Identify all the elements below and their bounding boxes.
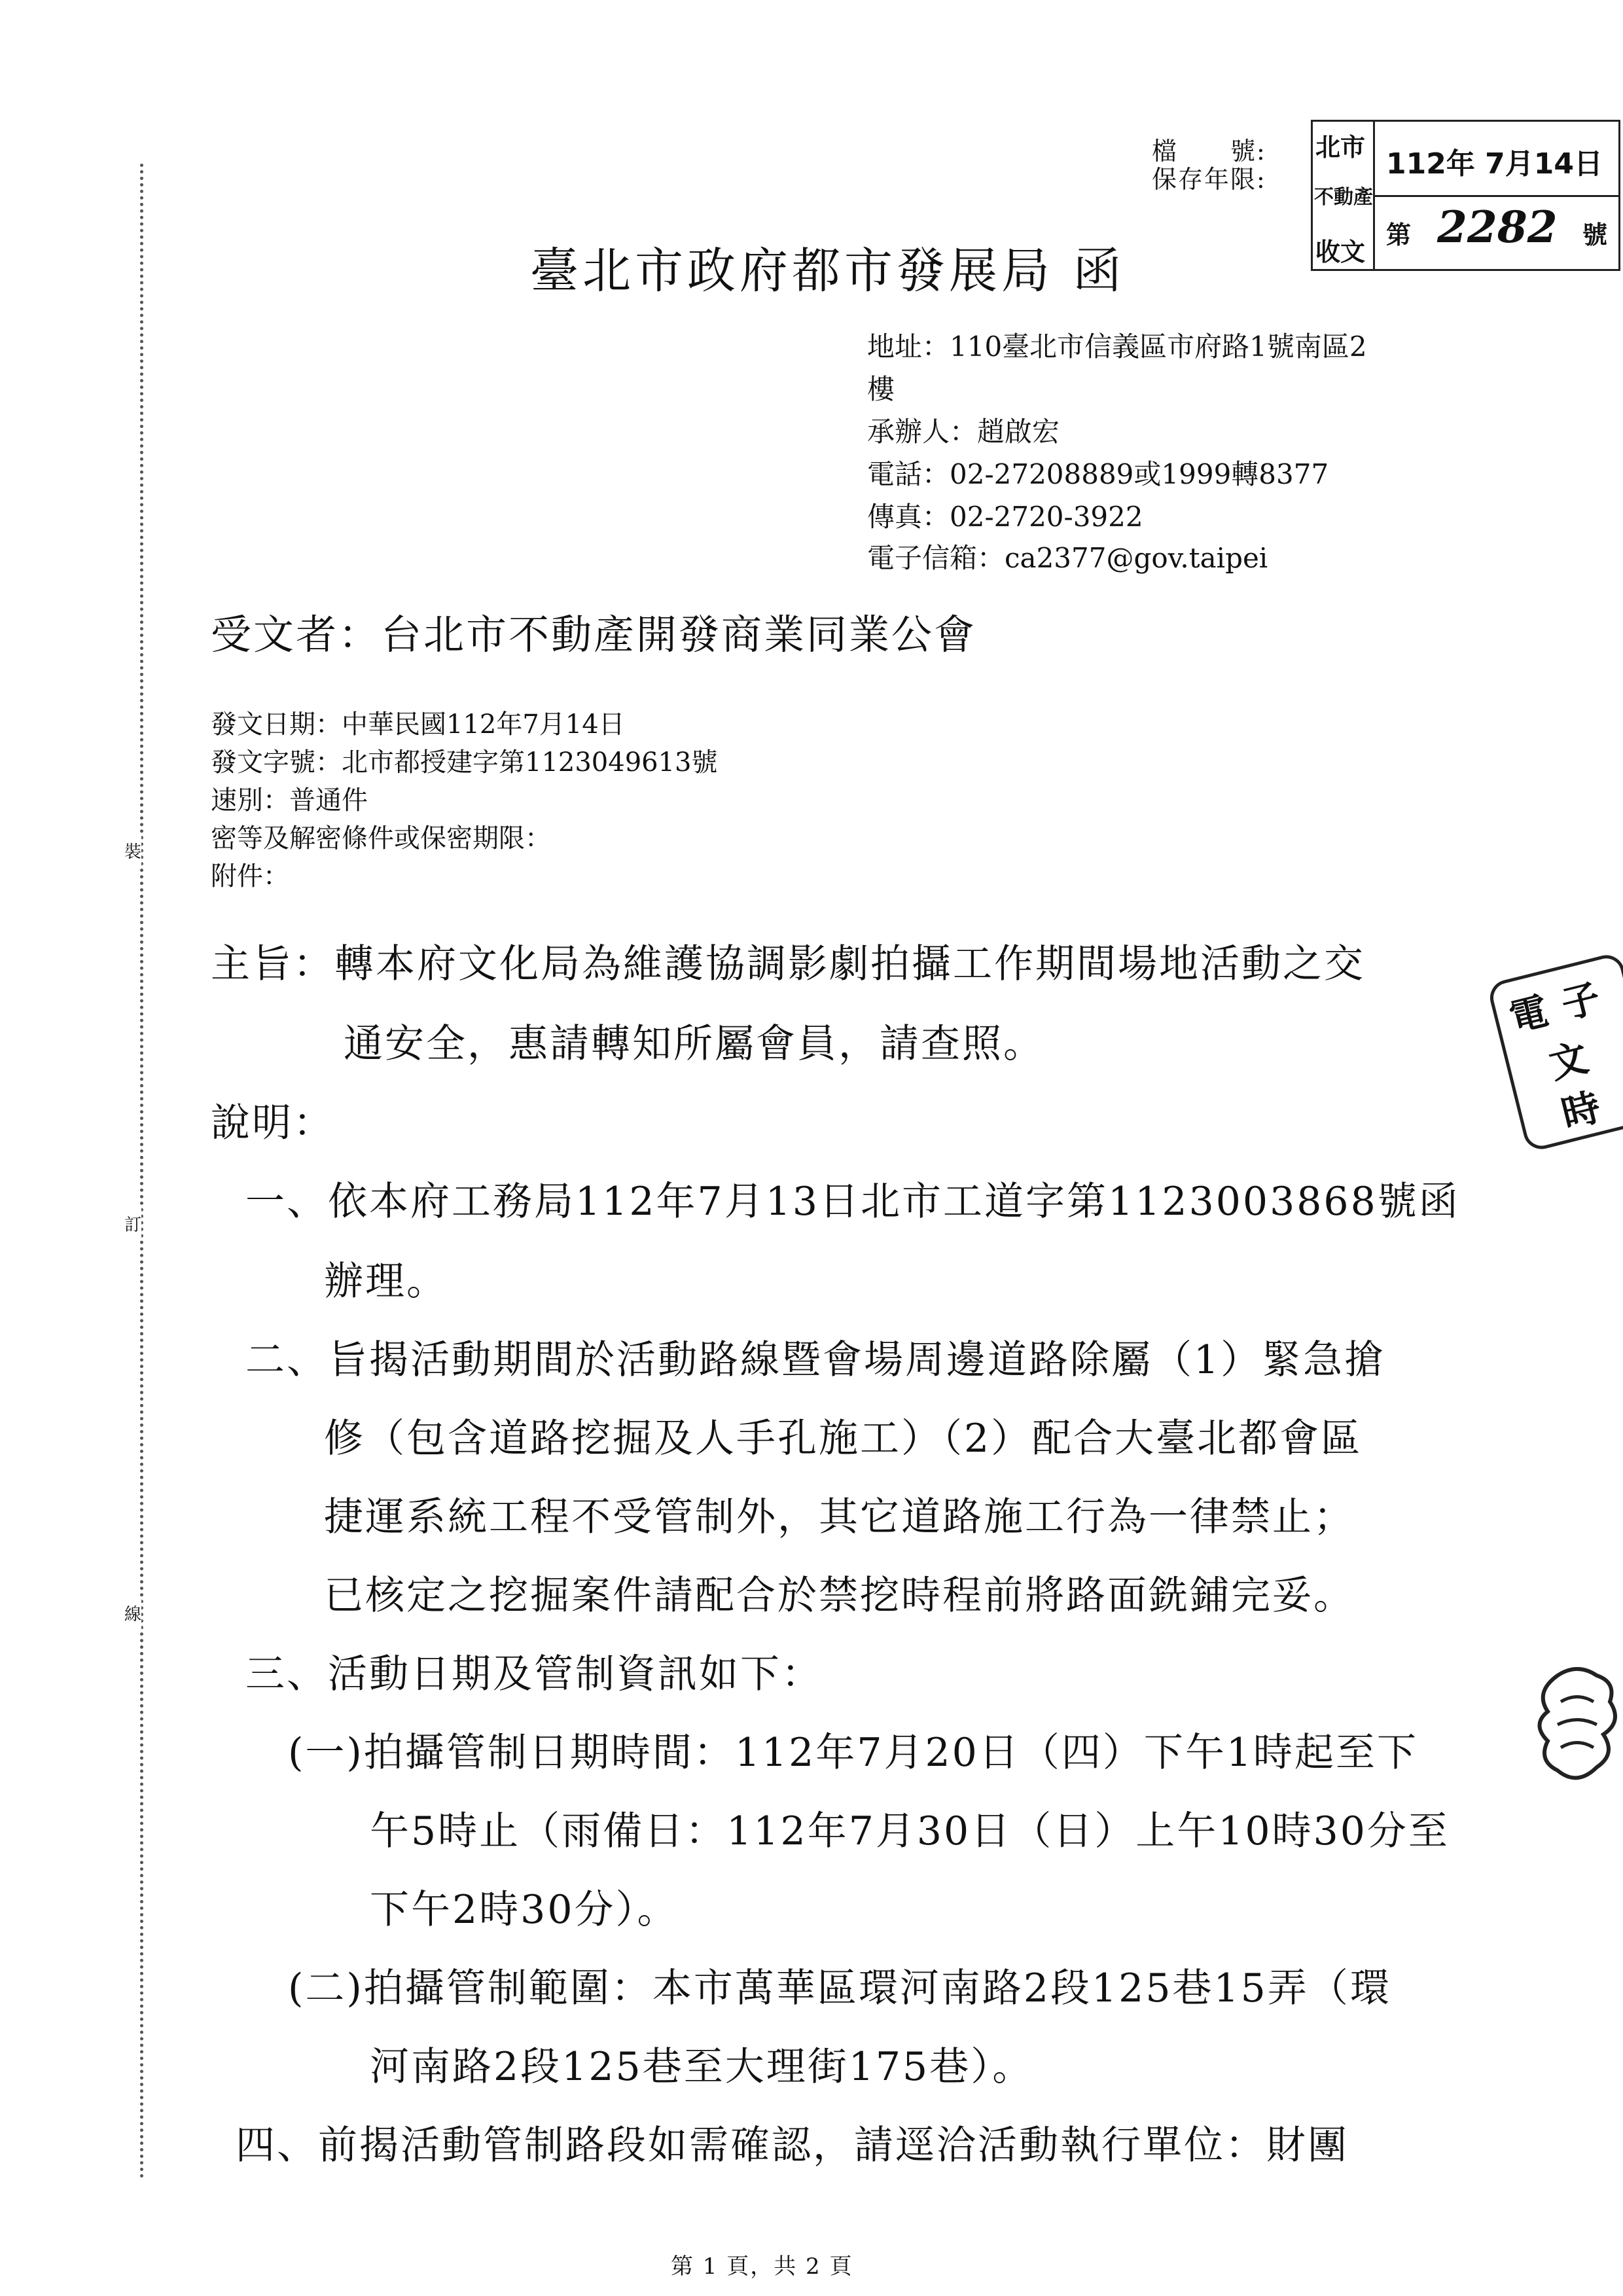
handler: 承辦人：趙啟宏 — [867, 416, 1060, 448]
file-number-label: 檔 號: — [1152, 137, 1266, 166]
sub-item-1-line-2: 午5時止（雨備日：112年7月30日（日）上午10時30分至 — [370, 1808, 1450, 1854]
sub-item-2-line-1: (二)拍攝管制範圍：本市萬華區環河南路2段125巷15弄（環 — [288, 1965, 1391, 2011]
stamp-date: 112年 7月14日 — [1386, 147, 1603, 181]
document-number: 發文字號：北市都授建字第1123049613號 — [211, 747, 718, 778]
stamp-divider-horizontal — [1373, 195, 1618, 197]
item-2-line-1: 二、旨揭活動期間於活動路線暨會場周邊道路除屬（1）緊急搶 — [245, 1337, 1386, 1383]
item-2-line-3: 捷運系統工程不受管制外，其它道路施工行為一律禁止； — [324, 1494, 1355, 1540]
item-2-line-4: 已核定之挖掘案件請配合於禁挖時程前將路面銑鋪完妥。 — [324, 1573, 1355, 1619]
issue-date: 發文日期：中華民國112年7月14日 — [211, 709, 625, 740]
retention-period-label: 保存年限: — [1152, 165, 1266, 194]
binding-mark-ding: 訂 — [124, 1208, 141, 1240]
partial-seal-icon — [1531, 1662, 1623, 1787]
address-line-2: 樓 — [867, 373, 895, 405]
binding-mark-xian: 線 — [124, 1597, 141, 1629]
phone: 電話：02-27208889或1999轉8377 — [867, 458, 1329, 490]
edge-stamp-char-2: 子 — [1557, 975, 1605, 1028]
sub-item-1-line-1: (一)拍攝管制日期時間：112年7月20日（四）下午1時起至下 — [288, 1730, 1419, 1776]
electronic-doc-stamp — [1486, 952, 1623, 1153]
stamp-org-top: 北市 — [1315, 133, 1366, 162]
recipient: 受文者：台北市不動產開發商業同業公會 — [211, 611, 977, 658]
stamp-number-prefix: 第 — [1386, 221, 1412, 249]
speed-category: 速別：普通件 — [211, 785, 368, 816]
stamp-org-bottom: 收文 — [1315, 238, 1366, 266]
item-1-line-1: 一、依本府工務局112年7月13日北市工道字第1123003868號函 — [245, 1179, 1460, 1225]
binding-margin-line — [140, 164, 143, 2179]
binding-mark-zhuang: 裝 — [124, 834, 141, 867]
attachment: 附件： — [211, 861, 289, 891]
subject-line-1: 主旨：轉本府文化局為維護協調影劇拍攝工作期間場地活動之交 — [211, 941, 1365, 987]
receipt-stamp — [1311, 120, 1620, 271]
item-1-line-2: 辦理。 — [324, 1259, 448, 1304]
address-line-1: 地址：110臺北市信義區市府路1號南區2 — [867, 331, 1367, 363]
sub-item-1-line-3: 下午2時30分）。 — [370, 1887, 679, 1933]
stamp-number-suffix: 號 — [1582, 221, 1608, 249]
fax: 傳真：02-2720-3922 — [867, 501, 1143, 533]
page-footer: 第 1 頁，共 2 頁 — [671, 2253, 853, 2280]
item-4-line-1: 四、前揭活動管制路段如需確認，請逕洽活動執行單位：財團 — [236, 2123, 1349, 2168]
explanation-label: 說明： — [211, 1100, 334, 1146]
email: 電子信箱：ca2377@gov.taipei — [867, 542, 1268, 574]
stamp-handwritten-number: 2282 — [1437, 202, 1558, 253]
stamp-org-middle: 不動產 — [1314, 186, 1373, 209]
document-title: 臺北市政府都市發展局 函 — [530, 243, 1126, 299]
edge-stamp-char-4: 時 — [1557, 1084, 1605, 1138]
item-2-line-2: 修（包含道路挖掘及人手孔施工）（2）配合大臺北都會區 — [324, 1416, 1363, 1462]
item-3: 三、活動日期及管制資訊如下： — [245, 1651, 823, 1697]
secrecy-level: 密等及解密條件或保密期限： — [211, 823, 551, 853]
edge-stamp-char-3: 文 — [1544, 1035, 1593, 1088]
sub-item-2-line-2: 河南路2段125巷至大理街175巷）。 — [370, 2044, 1034, 2090]
subject-line-2: 通安全，惠請轉知所屬會員，請查照。 — [344, 1021, 1044, 1067]
edge-stamp-char-1: 電 — [1505, 988, 1553, 1041]
